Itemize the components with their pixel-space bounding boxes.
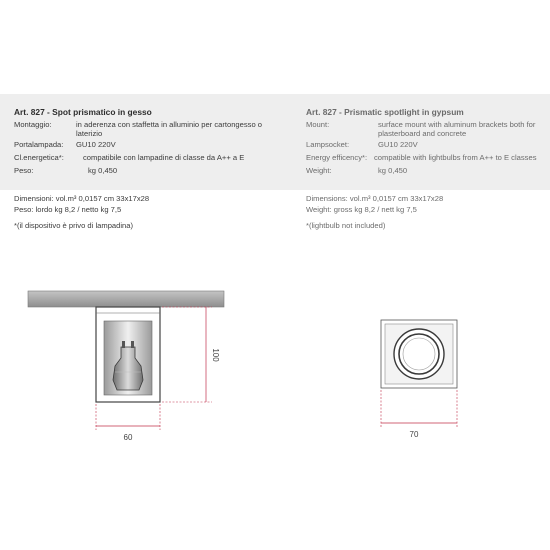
title-english: Art. 827 - Prismatic spotlight in gypsum bbox=[306, 107, 464, 117]
spec-label-weight-en: Weight: bbox=[306, 166, 332, 175]
spec-label-socket-it: Portalampada: bbox=[14, 140, 64, 149]
spec-label-mount-en: Mount: bbox=[306, 120, 330, 129]
front-view bbox=[381, 320, 457, 439]
spec-label-energy-it: Cl.energetica*: bbox=[14, 153, 64, 162]
spec-value-energy-it: compatibile con lampadine di classe da A++ a E bbox=[83, 153, 245, 162]
top-width-label: 70 bbox=[409, 430, 419, 439]
spec-label-mount-it: Montaggio: bbox=[14, 120, 52, 129]
spec-value-weight-it: kg 0,450 bbox=[88, 166, 118, 175]
dimensions-it: Dimensioni: vol.m³ 0,0157 cm 33x17x28 bbox=[14, 194, 150, 203]
spec-value-mount-it: in aderenza con staffetta in alluminio per cartongesso o laterizio bbox=[76, 120, 263, 138]
bezel-ring-inner bbox=[399, 334, 439, 374]
spec-label-weight-it: Peso: bbox=[14, 166, 34, 175]
spec-value-energy-en: compatible with lightbulbs from A++ to E classes bbox=[374, 153, 537, 162]
title-italian: Art. 827 - Spot prismatico in gesso bbox=[14, 107, 152, 117]
side-height-label: 100 bbox=[211, 348, 220, 362]
dimensions-en: Dimensions: vol.m³ 0,0157 cm 33x17x28 bbox=[306, 194, 444, 203]
spec-value-weight-en: kg 0,450 bbox=[378, 166, 408, 175]
spec-value-socket-it: GU10 220V bbox=[76, 140, 116, 149]
gross-net-weight-it: Peso: lordo kg 8,2 / netto kg 7,5 bbox=[14, 205, 122, 214]
spec-value-socket-en: GU10 220V bbox=[378, 140, 418, 149]
note-en: *(lightbulb not included) bbox=[306, 221, 386, 230]
spec-value-mount-en: surface mount with aluminum brackets both for plasterboard and concrete bbox=[378, 120, 536, 138]
spec-label-socket-en: Lampsocket: bbox=[306, 140, 350, 149]
spec-label-energy-en: Energy efficency*: bbox=[306, 153, 368, 162]
side-view bbox=[28, 291, 224, 442]
ceiling-slab bbox=[28, 291, 224, 307]
side-width-label: 60 bbox=[123, 433, 133, 442]
gross-net-weight-en: Weight: gross kg 8,2 / nett kg 7,5 bbox=[306, 205, 417, 214]
note-it: *(il dispositivo è privo di lampadina) bbox=[14, 221, 134, 230]
